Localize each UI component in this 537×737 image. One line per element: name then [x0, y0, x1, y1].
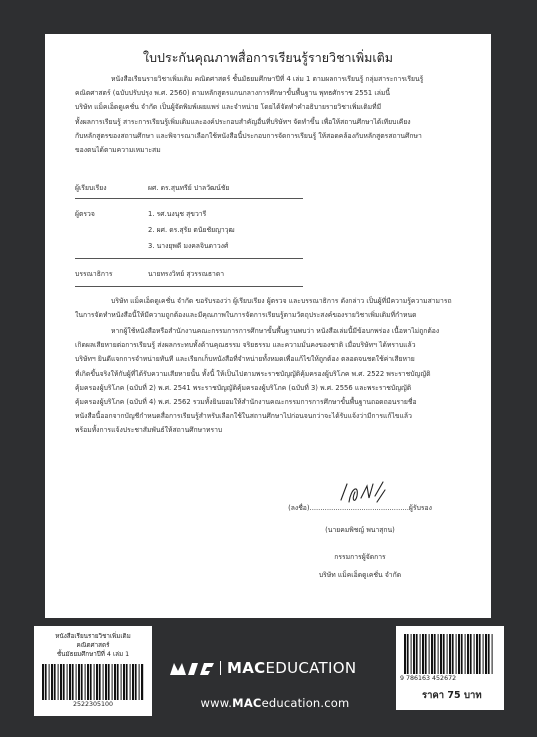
barcode-bar: [69, 664, 71, 700]
barcode-bar: [467, 634, 469, 674]
barcode-bar: [139, 664, 140, 700]
barcode-bar: [96, 664, 98, 700]
barcode-bar: [411, 634, 412, 674]
barcode-bar: [476, 634, 478, 674]
book-title-line: หนังสือเรียนรายวิชาเพิ่มเติม: [55, 633, 131, 640]
barcode-bar: [443, 634, 445, 674]
brand-name: [227, 659, 356, 677]
book-title-line: ชั้นมัธยมศึกษาปีที่ 4 เล่ม 1: [56, 651, 130, 658]
liability-line: ที่เกิดขึ้นจริงให้กับผู้ที่ได้รับความเสียหายนั้น ทั้งนี้ ให้เป็นไปตามพระราชบัญญัติคุ้มครองผู้บริโภค พ.ศ. 2522 พระราชบัญญัติ: [75, 369, 431, 378]
brand-name-rest: EDUCATION: [265, 659, 357, 677]
guarantee-paragraph: [75, 294, 469, 322]
barcode-bar: [90, 664, 92, 700]
barcode-bar: [85, 664, 86, 700]
website-suffix: education.com: [261, 696, 350, 710]
isbn-number: 9 786163 452672: [400, 675, 457, 682]
barcode-bar: [60, 664, 62, 700]
divider: [75, 258, 303, 259]
isbn-barcode-icon: [404, 634, 496, 674]
barcode-bar: [434, 634, 436, 674]
reviewer-1: 1. รศ.นงนุช สุขวารี: [148, 210, 207, 218]
author-value: ผศ. ดร.สุนทรีย์ ปาลวัฒน์ชัย: [148, 184, 230, 192]
barcode-bar: [429, 634, 430, 674]
brand-logo-row: [170, 659, 380, 677]
reviewer-label: ผู้ตรวจ: [75, 210, 95, 218]
barcode-bar: [130, 664, 131, 700]
barcode-bar: [76, 664, 77, 700]
barcode-bar: [123, 664, 125, 700]
divider: [75, 286, 303, 287]
reviewer-2: 2. ผศ. ดร.สุรัย ตนัยชัยญาวุฒ: [148, 226, 235, 234]
barcode-bar: [132, 664, 134, 700]
liability-line: เกิดผลเสียหายต่อการเรียนรู้ ส่งผลกระทบทั้งด้านคุณธรรม จริยธรรม และความมั่นคงของชาติ เมื่อบริษัทฯ ได้ทราบแล้ว: [75, 341, 416, 350]
barcode-bar: [112, 664, 113, 700]
certificate-title: ใบประกันคุณภาพสื่อการเรียนรู้รายวิชาเพิ่มเติม: [143, 50, 393, 65]
barcode-bar: [117, 664, 119, 700]
barcode-bar: [488, 634, 490, 674]
website-prefix: www.: [200, 696, 233, 710]
intro-paragraph: [75, 72, 469, 157]
barcode-bar: [72, 664, 74, 700]
price-label: ราคา 75 บาท: [422, 690, 482, 701]
signer-company: บริษัท แม็คเอ็ดดูเคชั่น จำกัด: [318, 571, 402, 579]
brand-name-bold: MAC: [227, 659, 266, 677]
signer-name: (นายคมพิชญ์ พนาสุกน): [325, 526, 395, 534]
intro-line: บริษัท แม็คเอ็ดดูเคชั่น จำกัด เป็นผู้จัดพิมพ์เผยแพร่ และจำหน่าย โดยได้จัดทำคำอธิบายรายวิชาเพิ่มเติมที่มี: [75, 103, 382, 112]
price-box: [396, 626, 504, 710]
barcode-bar: [108, 664, 110, 700]
barcode-bar: [407, 634, 409, 674]
barcode-bar: [87, 664, 89, 700]
barcode-bar: [42, 664, 44, 700]
barcode-bar: [413, 634, 415, 674]
barcode-bar: [474, 634, 475, 674]
barcode-number: 2522305100: [72, 701, 114, 708]
barcode-bar: [99, 664, 101, 700]
barcode-bar: [465, 634, 466, 674]
barcode-bar: [103, 664, 104, 700]
barcode-bar: [78, 664, 80, 700]
barcode-bar: [105, 664, 107, 700]
intro-line: ของตนได้ตามความเหมาะสม: [75, 146, 161, 155]
barcode-bar: [483, 634, 484, 674]
barcode-bar: [449, 634, 451, 674]
barcode-bar: [431, 634, 433, 674]
guarantee-line: บริษัท แม็คเอ็ดดูเคชั่น จำกัด ขอรับรองว่า ผู้เรียบเรียง ผู้ตรวจ และบรรณาธิการ ดังกล่าว เป็นผู้ที่มีความรู้ความสามารถ: [111, 297, 452, 305]
barcode-bar: [425, 634, 427, 674]
barcode-bar: [404, 634, 406, 674]
barcode-bar: [67, 664, 68, 700]
barcode-bar: [485, 634, 487, 674]
book-title-line: คณิตศาสตร์: [76, 642, 110, 649]
barcode-bar: [45, 664, 47, 700]
divider: [75, 198, 303, 199]
intro-line: หนังสือเรียนรายวิชาเพิ่มเติม คณิตศาสตร์ ชั้นมัธยมศึกษาปีที่ 4 เล่ม 1 ตามผลการเรียนรู้ กลุ่มสาระการเรียนรู้: [111, 75, 424, 83]
barcode-bar: [141, 664, 143, 700]
barcode-bar: [458, 634, 460, 674]
barcode-bar: [470, 634, 472, 674]
barcode-bar: [416, 634, 418, 674]
website-bold: MAC: [232, 696, 262, 710]
mac-logo-icon: [170, 661, 214, 675]
barcode-bar: [492, 634, 493, 674]
liability-line: หากผู้ใช้หนังสือหรือสำนักงานคณะกรรมการการศึกษาขั้นพื้นฐานพบว่า หนังสือเล่มนี้มีข้อบกพร่อง เนื้อหาไม่ถูกต้อง: [111, 327, 440, 335]
signature-line: (ลงชื่อ)..............................................ผู้รับรอง: [288, 504, 432, 512]
editor-value: นายทรงวิทย์ สุวรรณธาดา: [148, 270, 225, 278]
barcode-bar: [94, 664, 95, 700]
intro-line: ทั้งผลการเรียนรู้ สาระการเรียนรู้เพิ่มเติมและองค์ประกอบสำคัญอื่นที่บริษัทฯ จัดทำขึ้น เพื่อให้สถานศึกษาได้เทียบเคียง: [75, 117, 411, 126]
barcode-icon: [42, 664, 144, 700]
editor-label: บรรณาธิการ: [75, 270, 113, 278]
barcode-bar: [135, 664, 137, 700]
liability-line: คุ้มครองผู้บริโภค (ฉบับที่ 4) พ.ศ. 2562 รวมทั้งยินยอมให้สำนักงานคณะกรรมการการศึกษาขั้นพื้นฐานถอดถอนรายชื่อ: [75, 398, 417, 407]
liability-line: หนังสือนี้ออกจากบัญชีกำหนดสื่อการเรียนรู้สำหรับเลือกใช้ในสถานศึกษาไปก่อนจนกว่าจะได้รับแจ้งว่ามีการแก้ไขแล้ว: [75, 412, 412, 421]
barcode-bar: [422, 634, 424, 674]
barcode-bar: [126, 664, 128, 700]
barcode-bar: [114, 664, 116, 700]
barcode-bar: [121, 664, 122, 700]
reviewer-3: 3. นางยุพดี มงคลจินดาวงศ์: [148, 242, 229, 250]
barcode-bar: [438, 634, 439, 674]
liability-line: บริษัทฯ ยินดีแจกการจำหน่ายทันที และเรียกเก็บหนังสือที่จำหน่ายทั้งหมดเพื่อแก้ไขให้ถูกต้อง ตลอดจนชดใช้ค่าเสียหาย: [75, 355, 415, 364]
book-info-box: [34, 626, 152, 716]
liability-paragraph: [75, 324, 469, 438]
barcode-bar: [447, 634, 448, 674]
barcode-bar: [58, 664, 59, 700]
barcode-bar: [51, 664, 53, 700]
barcode-bar: [461, 634, 463, 674]
barcode-bar: [81, 664, 83, 700]
barcode-bar: [440, 634, 442, 674]
barcode-bar: [452, 634, 454, 674]
barcode-bar: [49, 664, 50, 700]
website-url: [170, 696, 380, 710]
signer-position: กรรมการผู้จัดการ: [334, 553, 386, 561]
liability-line: พร้อมทั้งการแจ้งประชาสัมพันธ์ให้สถานศึกษาทราบ: [75, 426, 223, 435]
barcode-bar: [420, 634, 421, 674]
brand-divider: [220, 661, 221, 675]
intro-line: คณิตศาสตร์ (ฉบับปรับปรุง พ.ศ. 2560) ตามหลักสูตรแกนกลางการศึกษาขั้นพื้นฐาน พุทธศักราช 2551 เล่มนี้: [75, 89, 390, 98]
barcode-bar: [63, 664, 65, 700]
intro-line: กับหลักสูตรของสถานศึกษา และพิจารณาเลือกใช้หนังสือนี้ประกอบการจัดการเรียนรู้ ให้สอดคล้องกับหลักสูตรสถานศึกษา: [75, 131, 422, 140]
author-label: ผู้เรียบเรียง: [75, 184, 107, 192]
barcode-bar: [456, 634, 457, 674]
quality-certificate: [45, 34, 491, 618]
guarantee-line: ในการจัดทำหนังสือนี้ให้มีความถูกต้องและมีคุณภาพในการจัดการเรียนรู้ตามวัตถุประสงค์ของรายวิชาเพิ่มเติมที่กำหนด: [75, 311, 417, 320]
barcode-bar: [479, 634, 481, 674]
liability-line: คุ้มครองผู้บริโภค (ฉบับที่ 2) พ.ศ. 2541 พระราชบัญญัติคุ้มครองผู้บริโภค (ฉบับที่ 3) พ.ศ. 2556 และพระราชบัญญัติ: [75, 383, 412, 392]
barcode-bar: [54, 664, 56, 700]
